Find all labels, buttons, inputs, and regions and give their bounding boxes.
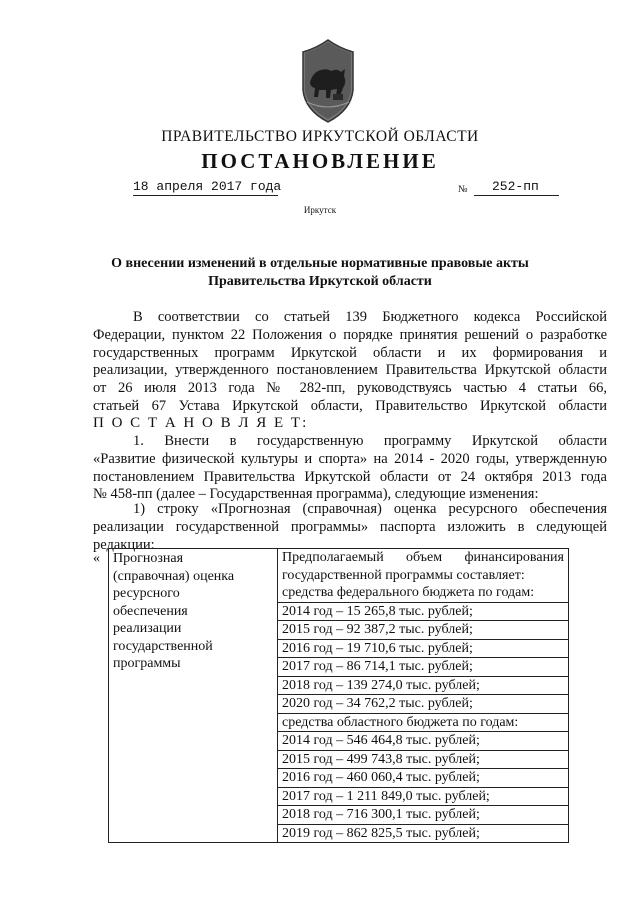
passport-table [108, 548, 569, 843]
financing-intro: Предполагаемый объем финансирования [282, 550, 564, 565]
preamble-paragraph [93, 309, 607, 416]
label-line: программы [113, 656, 181, 671]
date-underline [133, 195, 278, 196]
paragraph-line: постановлением Правительства Иркутской области от 24 октября 2013 года [93, 468, 607, 485]
row-values-cell [278, 549, 569, 843]
regional-budget-year: 2016 год – 460 060,4 тыс. рублей; [278, 769, 568, 788]
label-line: Прогнозная [113, 551, 184, 566]
federal-budget-year: 2018 год – 139 274,0 тыс. рублей; [278, 677, 568, 696]
federal-budget-year: 2015 год – 92 387,2 тыс. рублей; [278, 621, 568, 640]
paragraph-line: «Развитие физической культуры и спорта» на 2014 - 2020 годы, утвержденную [93, 450, 607, 467]
regional-budget-header: средства областного бюджета по годам: [278, 714, 568, 733]
label-line: ресурсного [113, 586, 180, 601]
paragraph-line: от 26 июля 2013 года № 282-пп, руководствуясь частью 4 статьи 66, [93, 380, 607, 397]
number-underline [474, 195, 559, 196]
document-type-title: ПОСТАНОВЛЕНИЕ [201, 149, 439, 173]
paragraph-line: статьей 67 Устава Иркутской области, Правительство Иркутской области [93, 397, 607, 414]
paragraph-line: В соответствии со статьей 139 Бюджетного кодекса Российской [133, 309, 607, 325]
regional-budget-year: 2018 год – 716 300,1 тыс. рублей; [278, 806, 568, 825]
paragraph-line: 1. Внести в государственную программу Иркутской области [133, 433, 607, 449]
paragraph-line: редакции: [93, 536, 155, 553]
federal-budget-year: 2020 год – 34 762,2 тыс. рублей; [278, 695, 568, 714]
coat-of-arms-icon [297, 38, 359, 124]
document-number: 252-пп [492, 179, 539, 194]
label-line: реализации [113, 621, 182, 636]
item-1-paragraph [93, 433, 607, 504]
paragraph-line: государственных программ Иркутской области и их формирования и [93, 344, 607, 361]
opening-quote-mark: « [93, 551, 100, 566]
document-date: 18 апреля 2017 года [133, 179, 282, 194]
row-label-cell [109, 549, 278, 843]
regional-budget-year: 2015 год – 499 743,8 тыс. рублей; [278, 751, 568, 770]
regional-budget-year: 2014 год – 546 464,8 тыс. рублей; [278, 732, 568, 751]
document-city: Иркутск [303, 205, 337, 215]
subitem-1-paragraph [93, 501, 607, 554]
federal-budget-year: 2014 год – 15 265,8 тыс. рублей; [278, 603, 568, 622]
paragraph-line: № 458-пп (далее – Государственная программа), следующие изменения: [93, 486, 539, 503]
federal-budget-year: 2016 год – 19 710,6 тыс. рублей; [278, 640, 568, 659]
federal-budget-year: 2017 год – 86 714,1 тыс. рублей; [278, 658, 568, 677]
financing-intro: государственной программы составляет: [282, 567, 525, 583]
subject-line: О внесении изменений в отдельные нормативные правовые акты [111, 256, 529, 271]
paragraph-line: реализации государственной программы» паспорта изложить в следующей [93, 518, 607, 535]
number-sign: № [458, 184, 468, 195]
label-line: государственной [113, 638, 213, 654]
regional-budget-year: 2019 год – 862 825,5 тыс. рублей; [282, 825, 480, 841]
paragraph-line: Федерации, пунктом 22 Положения о порядке принятия решений о разработке [93, 326, 607, 343]
federal-budget-header: средства федерального бюджета по годам: [278, 584, 568, 603]
label-line: (справочная) оценка [113, 568, 235, 584]
regional-budget-year: 2017 год – 1 211 849,0 тыс. рублей; [278, 788, 568, 807]
government-name: ПРАВИТЕЛЬСТВО ИРКУТСКОЙ ОБЛАСТИ [161, 128, 479, 145]
subject-line: Правительства Иркутской области [208, 274, 432, 289]
label-line: обеспечения [113, 603, 188, 619]
table-row [109, 549, 569, 843]
document-subject [100, 255, 540, 291]
resolves-heading: П О С Т А Н О В Л Я Е Т: [93, 415, 309, 431]
paragraph-line: реализации, утвержденного постановлением Правительства Иркутской области [93, 362, 607, 379]
paragraph-line: 1) строку «Прогнозная (справочная) оценка ресурсного обеспечения [133, 501, 607, 517]
